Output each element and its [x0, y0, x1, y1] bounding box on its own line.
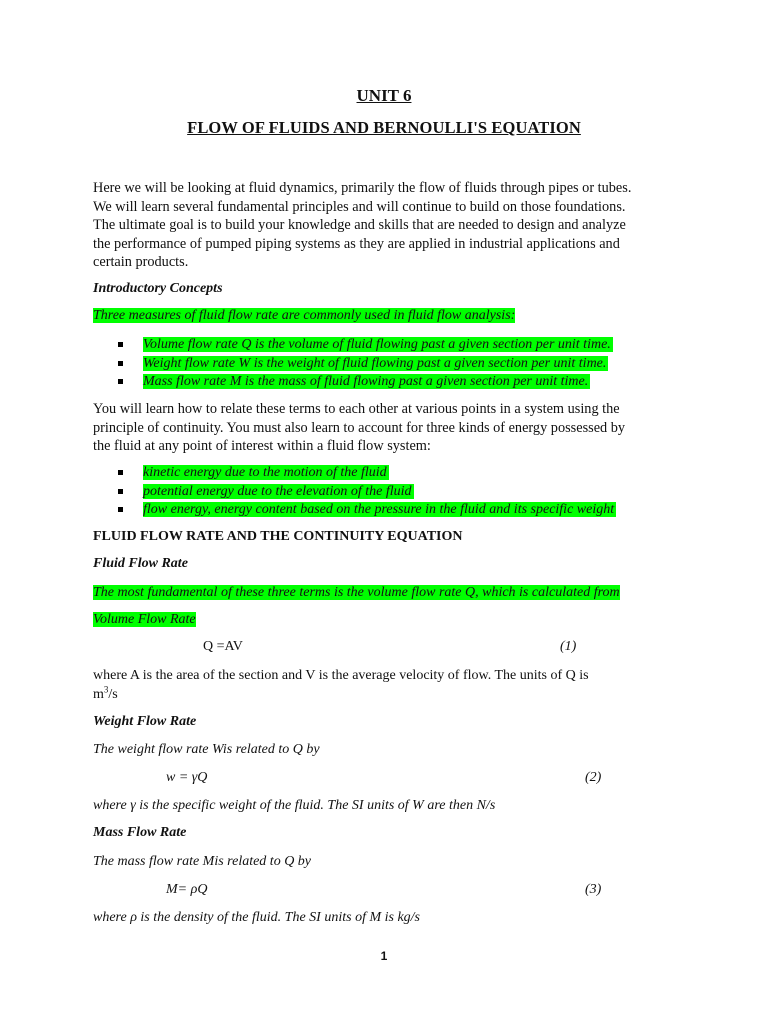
volume-flow-intro-text: The most fundamental of these three terms is the volume flow rate Q, which is calculated from — [93, 585, 620, 600]
equation-3: M= ρQ — [166, 882, 208, 897]
equation-2-number: (2) — [585, 770, 602, 785]
equation-1: Q =AV — [203, 639, 243, 654]
units-tail: /s — [108, 686, 118, 702]
continuity-line: You will learn how to relate these terms to each other at various points in a system using the — [93, 401, 620, 417]
bullet-marker — [118, 489, 123, 494]
list-item — [118, 464, 678, 483]
bullet-text: potential energy due to the elevation of the fluid — [143, 483, 412, 499]
unit-heading: UNIT 6 — [356, 86, 412, 105]
list-item — [118, 501, 678, 520]
intro-line: Here we will be looking at fluid dynamics, primarily the flow of fluids through pipes or tubes. — [93, 180, 632, 196]
equation-3-number: (3) — [585, 882, 602, 897]
flow-rate-bullet-list — [118, 336, 678, 392]
intro-line: The ultimate goal is to build your knowledge and skills that are needed to design and analyze — [93, 217, 626, 234]
mass-flow-rate-text: The mass flow rate Mis related to Q by — [93, 854, 312, 869]
weight-flow-rate-heading: Weight Flow Rate — [93, 714, 197, 729]
bullet-text: Mass flow rate M is the mass of fluid flowing past a given section per unit time. — [143, 374, 589, 389]
mass-flow-rate-where: where ρ is the density of the fluid. The SI units of M is kg/s — [93, 910, 421, 925]
units-exponent: 3 — [103, 683, 109, 694]
bullet-text: kinetic energy due to the motion of the fluid — [143, 465, 387, 480]
bullet-marker — [118, 470, 123, 475]
weight-flow-rate-where: where γ is the specific weight of the fluid. The SI units of W are then N/s — [93, 798, 496, 813]
section-heading: FLUID FLOW RATE AND THE CONTINUITY EQUATION — [93, 529, 463, 544]
bullet-marker — [118, 361, 123, 366]
energy-bullet-list — [118, 464, 678, 520]
explanation-line: where A is the area of the section and V is the average velocity of flow. The units of Q is — [93, 668, 589, 683]
area-velocity-explanation — [93, 667, 674, 704]
intro-line: certain products. — [93, 254, 189, 271]
volume-flow-rate-label-text: Volume Flow Rate — [93, 612, 196, 627]
volume-flow-rate-label — [93, 612, 196, 628]
fluid-flow-rate-heading: Fluid Flow Rate — [93, 556, 188, 571]
list-item — [118, 355, 678, 374]
bullet-marker — [118, 507, 123, 512]
list-item — [118, 483, 678, 502]
bullet-marker — [118, 379, 123, 384]
equation-1-number: (1) — [560, 639, 577, 654]
document-title: FLOW OF FLUIDS AND BERNOULLI'S EQUATION — [187, 118, 581, 137]
continuity-line: principle of continuity. You must also learn to account for three kinds of energy possessed by — [93, 419, 626, 436]
equation-2: w = γQ — [166, 770, 208, 785]
intro-line: the performance of pumped piping systems as they are applied in industrial applications and — [93, 235, 620, 252]
list-item — [118, 373, 678, 392]
intro-paragraph — [93, 179, 674, 272]
bullet-marker — [118, 342, 123, 347]
volume-flow-intro — [93, 585, 620, 601]
list-item — [118, 336, 678, 355]
bullet-text: Weight flow rate W is the weight of fluid flowing past a given section per unit time. — [143, 355, 607, 371]
bullet-text: Volume flow rate Q is the volume of fluid flowing past a given section per unit time. — [143, 337, 611, 352]
units-base: m — [93, 686, 104, 702]
introductory-concepts-heading: Introductory Concepts — [93, 281, 223, 296]
continuity-paragraph — [93, 400, 674, 456]
bullet-text: flow energy, energy content based on the pressure in the fluid and its specific weight — [143, 502, 615, 517]
intro-line: We will learn several fundamental principles and will continue to build on those foundations. — [93, 198, 626, 215]
flow-measures-lead-text: Three measures of fluid flow rate are commonly used in fluid flow analysis: — [93, 308, 516, 323]
units-line — [93, 683, 674, 705]
continuity-line: the fluid at any point of interest within a fluid flow system: — [93, 438, 431, 455]
weight-flow-rate-text: The weight flow rate Wis related to Q by — [93, 742, 320, 757]
page-number: 1 — [380, 949, 388, 963]
mass-flow-rate-heading: Mass Flow Rate — [93, 825, 187, 840]
flow-measures-lead — [93, 308, 515, 324]
